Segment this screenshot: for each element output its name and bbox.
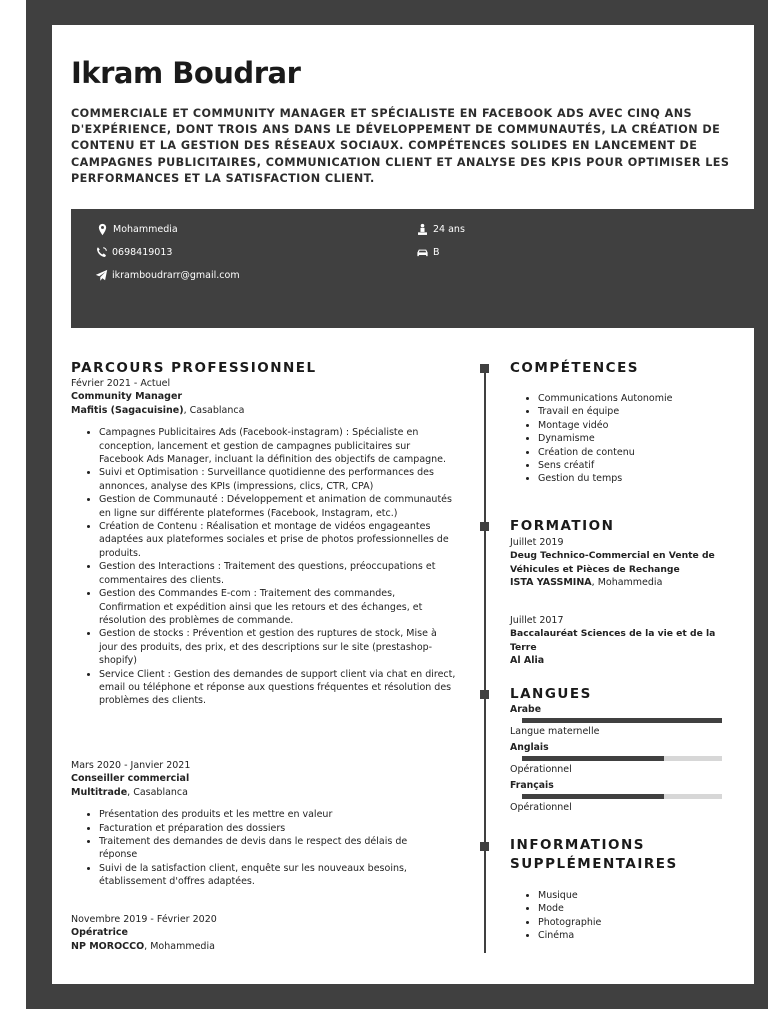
education-school-line (510, 576, 735, 589)
email-text[interactable]: ikramboudrarr@gmail.com (112, 270, 240, 281)
education-entry (510, 614, 735, 668)
job-role: Conseiller commercial (71, 773, 190, 785)
contact-banner (71, 209, 754, 328)
skills-list (510, 392, 672, 486)
phone-text[interactable]: 0698419013 (112, 247, 173, 258)
language-item (510, 704, 740, 738)
education-date: Juillet 2017 (510, 615, 564, 626)
job-role: Opératrice (71, 927, 128, 939)
language-item (510, 742, 740, 776)
job-3 (71, 913, 461, 953)
job-employer (71, 786, 461, 799)
job-location: , Mohammedia (144, 940, 215, 952)
job-1 (71, 377, 461, 708)
list-item: • Montage vidéo (538, 419, 672, 432)
job-location: , Casablanca (183, 404, 245, 416)
job-2 (71, 759, 461, 889)
timeline-marker (480, 690, 489, 699)
candidate-name: Ikram Boudrar (71, 56, 301, 90)
education-school: Al Alia (510, 655, 545, 667)
language-level-bar (522, 794, 722, 799)
list-item: • Service Client : Gestion des demandes de support client via chat en direct, email ou téléphone et réponse aux questions fréquentes et résolution des problèmes des clients. (99, 668, 456, 708)
list-item: • Cinéma (538, 929, 601, 942)
job-employer (71, 404, 461, 417)
list-item: • Sens créatif (538, 459, 672, 472)
location-icon (96, 223, 109, 236)
list-item: • Gestion des Commandes E-com : Traitement des commandes, Confirmation et expédition ainsi que les retours et des échanges, et résolution des problèmes de commande. (99, 587, 456, 627)
timeline-marker (480, 364, 489, 373)
send-icon (95, 269, 108, 282)
list-item: • Suivi de la satisfaction client, enquête sur les nouveaux besoins, établissement d'offres adaptées. (99, 862, 431, 889)
section-title-extra (510, 836, 678, 874)
list-item: • Gestion de Communauté : Développement et animation de communautés en ligne sur différente plateformes (Facebook, Instagram, etc.) (99, 493, 456, 520)
list-item: • Musique (538, 889, 601, 902)
contact-license (416, 246, 440, 259)
list-item: • Traitement des demandes de devis dans le respect des délais de réponse (99, 835, 431, 862)
job-location: , Casablanca (127, 786, 188, 798)
timeline-marker (480, 522, 489, 531)
language-level-fill (522, 756, 664, 761)
license-text: B (433, 247, 440, 258)
list-item: • Gestion de stocks : Prévention et gestion des ruptures de stock, Mise à jour des produits, des prix, et des descriptions sur le site (prestashop-shopify) (99, 627, 456, 667)
list-item: • Création de Contenu : Réalisation et montage de vidéos engageantes adaptées aux plateformes sociales et prise de photos professionnelles de produits. (99, 520, 456, 560)
education-location: , Mohammedia (591, 577, 663, 589)
education-entry (510, 536, 735, 590)
education-degree: Baccalauréat Sciences de la vie et de la Terre (510, 628, 716, 653)
language-level-fill (522, 794, 664, 799)
list-item: • Dynamisme (538, 432, 672, 445)
education-date: Juillet 2019 (510, 537, 564, 548)
language-name: Arabe (510, 704, 542, 715)
language-level-bar (522, 756, 722, 761)
job-dates: Mars 2020 - Janvier 2021 (71, 760, 191, 771)
contact-city (96, 223, 178, 236)
language-name: Français (510, 780, 554, 791)
extra-title-line: SUPPLÉMENTAIRES (510, 856, 678, 872)
list-item: • Suivi et Optimisation : Surveillance quotidienne des performances des annonces, analyse des KPIs (impressions, clics, CTR, CPA) (99, 466, 456, 493)
list-item: • Travail en équipe (538, 405, 672, 418)
language-level: Langue maternelle (510, 726, 600, 737)
language-level: Opérationnel (510, 764, 572, 775)
job-company: NP MOROCCO (71, 940, 145, 952)
job-company: Multitrade (71, 786, 128, 798)
list-item: • Campagnes Publicitaires Ads (Facebook-instagram) : Spécialiste en conception, lancement et gestion de campagnes publicitaires sur Facebook Ads Manager, incluant la définition des objectifs de campagne. (99, 426, 456, 466)
job-role: Community Manager (71, 391, 183, 403)
city-text: Mohammedia (113, 224, 178, 235)
job-company: Mafitis (Sagacuisine) (71, 404, 184, 416)
section-title-experience: PARCOURS PROFESSIONNEL (71, 360, 317, 376)
age-text: 24 ans (433, 224, 465, 235)
contact-age (416, 223, 465, 236)
resume-page (52, 25, 754, 984)
education-degree: Deug Technico-Commercial en Vente de Véhicules et Pièces de Rechange (510, 550, 715, 575)
section-title-languages: LANGUES (510, 686, 592, 702)
contact-email (95, 269, 240, 282)
job-dates: Novembre 2019 - Février 2020 (71, 914, 217, 925)
list-item: • Création de contenu (538, 446, 672, 459)
list-item: • Photographie (538, 916, 601, 929)
timeline-line (484, 370, 486, 953)
job-employer (71, 940, 461, 953)
languages-list (510, 704, 740, 818)
language-item (510, 780, 740, 814)
list-item: • Communications Autonomie (538, 392, 672, 405)
car-icon (416, 246, 429, 259)
language-level-fill (522, 718, 722, 723)
list-item: • Gestion des Interactions : Traitement des questions, préoccupations et commentaires des clients. (99, 560, 456, 587)
language-name: Anglais (510, 742, 549, 753)
profile-summary: COMMERCIALE ET COMMUNITY MANAGER ET SPÉCIALISTE EN FACEBOOK ADS AVEC CINQ ANS D'EXPÉRIENCE, DONT TROIS ANS DANS LE DÉVELOPPEMENT DE COMMUNAUTÉS, LA CRÉATION DE CONTENU ET LA GESTION DES RÉSEAUX SOCIAUX. COMPÉTENCES SOLIDES EN LANCEMENT DE CAMPAGNES PUBLICITAIRES, COMMUNICATION CLIENT ET ANALYSE DES KPIS POUR OPTIMISER LES PERFORMANCES ET LA SATISFACTION CLIENT. (71, 107, 730, 185)
section-title-education: FORMATION (510, 518, 615, 534)
job-dates: Février 2021 - Actuel (71, 378, 171, 389)
timeline-marker (480, 842, 489, 851)
list-item: • Gestion du temps (538, 472, 672, 485)
phone-icon (95, 246, 108, 259)
list-item: • Mode (538, 902, 601, 915)
job-tasks (71, 426, 456, 708)
section-title-skills: COMPÉTENCES (510, 360, 640, 376)
language-level-bar (522, 718, 722, 723)
education-school: ISTA YASSMINA (510, 577, 592, 589)
extra-list (510, 889, 601, 943)
person-icon (416, 223, 429, 236)
list-item: • Facturation et préparation des dossiers (99, 822, 431, 835)
extra-title-line: INFORMATIONS (510, 837, 645, 853)
list-item: • Présentation des produits et les mettre en valeur (99, 808, 431, 821)
contact-phone (95, 246, 172, 259)
job-tasks (71, 808, 431, 888)
language-level: Opérationnel (510, 802, 572, 813)
